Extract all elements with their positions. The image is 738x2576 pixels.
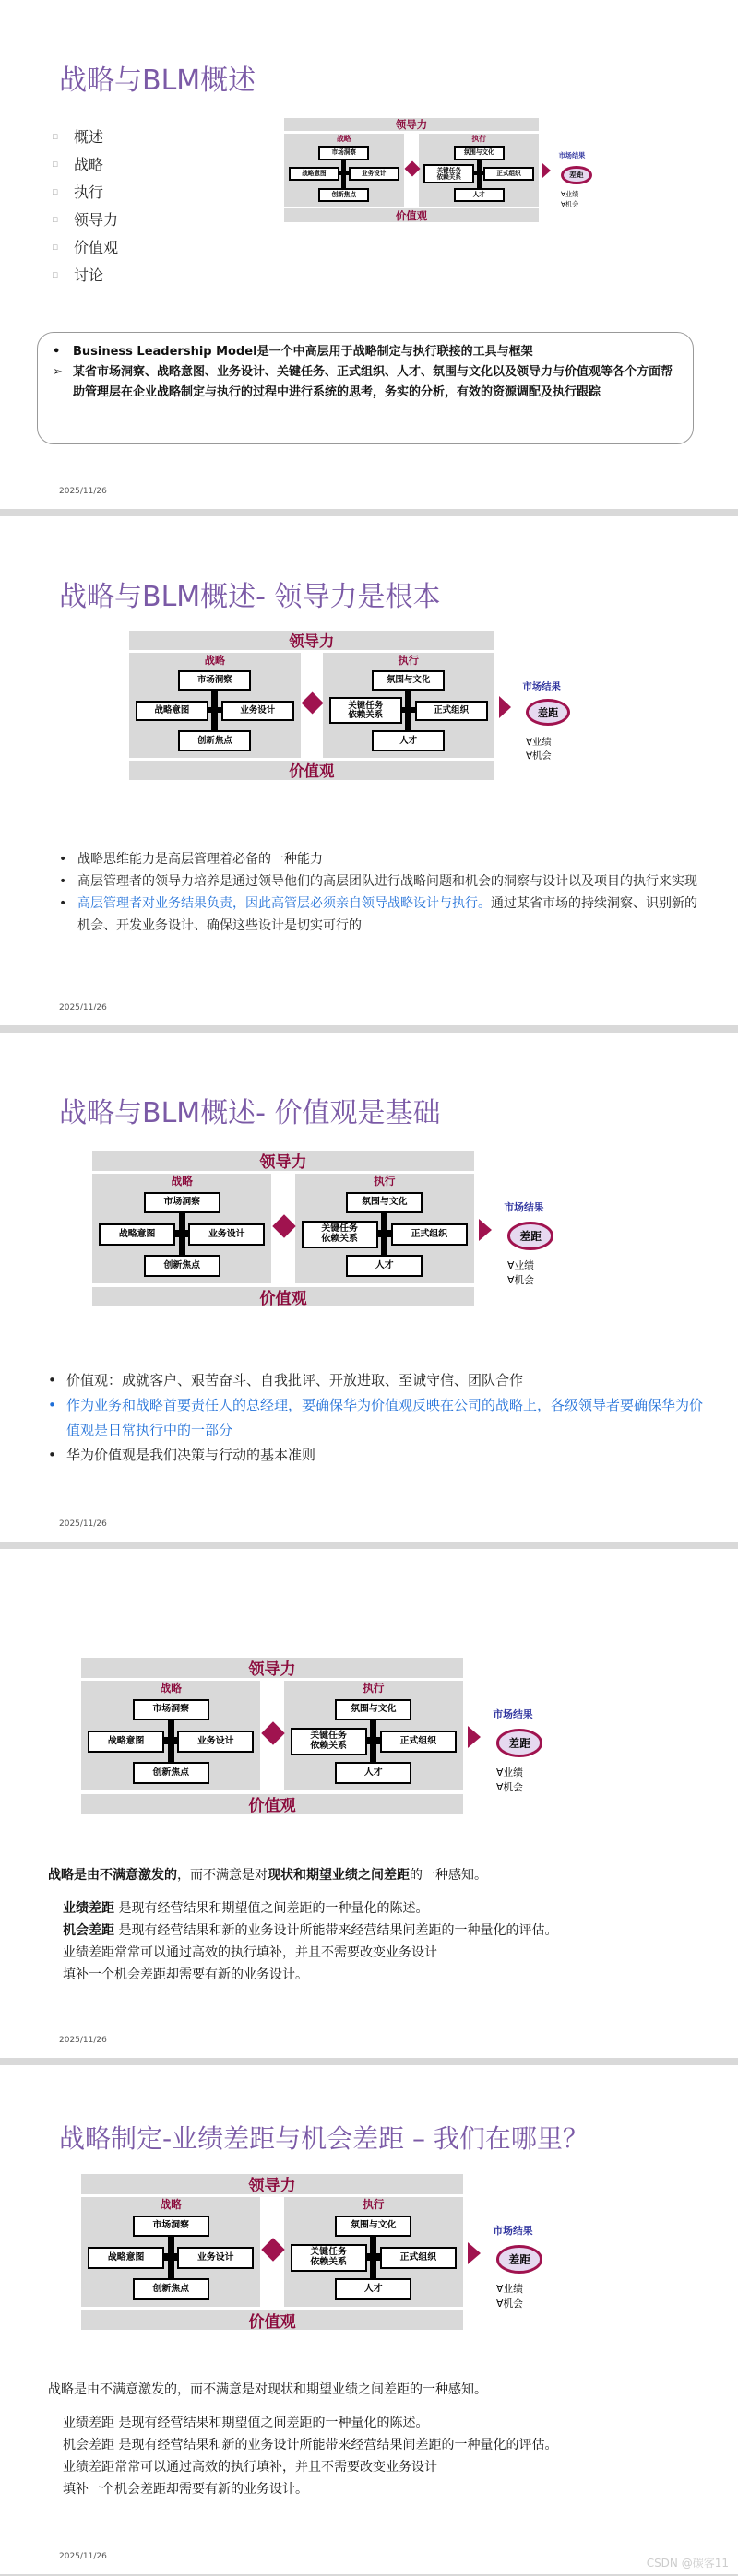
strategy-panel bbox=[129, 653, 301, 758]
gap-note: 业绩差距常常可以通过高效的执行填补，并且不需要改变业务设计 bbox=[63, 2460, 437, 2475]
agenda-menu bbox=[52, 122, 118, 288]
gap-note: 填补一个机会差距却需要有新的业务设计。 bbox=[63, 1967, 308, 1982]
footer-date: 2025/11/26 bbox=[59, 2552, 107, 2561]
leadership-band: 领导力 bbox=[81, 2174, 463, 2194]
strategy-label: 战略 bbox=[160, 1682, 182, 1696]
slide-1 bbox=[0, 0, 738, 509]
culture-box: 氛围与文化 bbox=[372, 670, 445, 691]
execution-panel bbox=[284, 2197, 463, 2307]
execution-label: 执行 bbox=[374, 1175, 396, 1188]
link-diamond bbox=[261, 2238, 284, 2261]
gap-ellipse: 差距 bbox=[507, 1222, 554, 1250]
footer-date: 2025/11/26 bbox=[59, 1519, 107, 1529]
menu-item[interactable]: ▫ 讨论 bbox=[52, 266, 104, 284]
opportunity-gap-text: 机会差距 是现有经营结果和新的业务设计所能带来经营结果间差距的一种量化的评估。 bbox=[63, 1923, 558, 1938]
arrow-icon bbox=[468, 2242, 481, 2264]
key-tasks-box: 关键任务 依赖关系 bbox=[329, 697, 402, 724]
blm-diagram bbox=[129, 631, 653, 789]
talent-box: 人才 bbox=[346, 1255, 423, 1276]
summary-box: • Business Leadership Model是一个中高层用于战略制定与执行联接的工具与框架 ➢ 某省市场洞察、战略意图、业务设计、关键任务、正式组织、人才、氛围与文化以及领导力与价值观等各个方面帮助管理层在企业战略制定与执行的过程中进行系统的思考，务实的分析，有效的资源调配及执行跟踪 bbox=[37, 332, 694, 444]
talent-box: 人才 bbox=[372, 730, 445, 750]
key-tasks-box: 关键任务 依赖关系 bbox=[291, 2244, 367, 2273]
blm-diagram bbox=[284, 118, 649, 229]
execution-panel bbox=[284, 1681, 463, 1790]
strategic-intent-box: 战略意图 bbox=[289, 167, 339, 182]
values-band: 价值观 bbox=[129, 761, 494, 780]
opportunity-label: ∀机会 bbox=[526, 750, 552, 762]
gap-ellipse: 差距 bbox=[496, 2245, 542, 2274]
footer-date: 2025/11/26 bbox=[59, 487, 107, 496]
gap-definition: 战略是由不满意激发的，而不满意是对现状和期望业绩之间差距的一种感知。 bbox=[48, 2382, 487, 2397]
performance-gap-text: 业绩差距 是现有经营结果和期望值之间差距的一种量化的陈述。 bbox=[63, 1901, 429, 1916]
link-diamond bbox=[404, 160, 420, 176]
link-diamond bbox=[272, 1214, 295, 1237]
innovation-focus-box: 创新焦点 bbox=[133, 1762, 209, 1783]
strategy-label: 战略 bbox=[204, 655, 226, 668]
opportunity-label: ∀机会 bbox=[496, 2298, 523, 2310]
opportunity-gap-text: 机会差距 是现有经营结果和新的业务设计所能带来经营结果间差距的一种量化的评估。 bbox=[63, 2438, 558, 2452]
performance-gap-text: 业绩差距 是现有经营结果和期望值之间差距的一种量化的陈述。 bbox=[63, 2416, 429, 2430]
gap-ellipse: 差距 bbox=[526, 699, 570, 726]
strategy-panel bbox=[81, 1681, 260, 1790]
culture-box: 氛围与文化 bbox=[346, 1192, 423, 1213]
link-diamond bbox=[261, 1721, 284, 1744]
formal-org-box: 正式组织 bbox=[380, 1731, 457, 1752]
link-diamond bbox=[301, 691, 323, 714]
bullet-list: • 战略思维能力是高层管理着必备的一种能力 • 高层管理者的领导力培养是通过领导他们的高层团队进行战略问题和机会的洞察与设计以及项目的执行来实现 • 高层管理者对业务结果负责，因此高管层必须亲自领导战略设计与执行。通过某省市场的持续洞察、识别新的机会、开发业务设计、确保这些设计是切实可行的 bbox=[59, 852, 697, 933]
business-design-box: 业务设计 bbox=[177, 2247, 254, 2268]
innovation-focus-box: 创新焦点 bbox=[178, 730, 251, 750]
leadership-band: 领导力 bbox=[284, 118, 539, 131]
opportunity-label: ∀机会 bbox=[496, 1781, 523, 1794]
strategy-panel bbox=[92, 1174, 271, 1283]
formal-org-box: 正式组织 bbox=[483, 167, 534, 182]
strategic-intent-box: 战略意图 bbox=[136, 701, 208, 721]
market-insight-box: 市场洞察 bbox=[178, 670, 251, 691]
menu-item[interactable]: ▫ 领导力 bbox=[52, 210, 119, 229]
business-design-box: 业务设计 bbox=[349, 167, 399, 182]
strategic-intent-box: 战略意图 bbox=[99, 1223, 175, 1245]
gap-ellipse: 差距 bbox=[561, 166, 592, 184]
market-result-label: 市场结果 bbox=[522, 680, 561, 692]
strategy-panel bbox=[81, 2197, 260, 2307]
footer-date: 2025/11/26 bbox=[59, 2036, 107, 2045]
execution-panel bbox=[295, 1174, 474, 1283]
page-title: 战略与BLM概述 bbox=[59, 65, 256, 97]
key-tasks-box: 关键任务 依赖关系 bbox=[423, 164, 474, 183]
strategy-label: 战略 bbox=[160, 2198, 182, 2212]
strategic-intent-box: 战略意图 bbox=[88, 2247, 164, 2268]
market-result-label: 市场结果 bbox=[558, 151, 586, 160]
execution-label: 执行 bbox=[471, 134, 486, 143]
market-insight-box: 市场洞察 bbox=[318, 146, 369, 160]
arrow-icon bbox=[499, 696, 511, 718]
menu-item[interactable]: ▫ 执行 bbox=[52, 183, 104, 201]
market-insight-box: 市场洞察 bbox=[133, 2216, 209, 2237]
culture-box: 氛围与文化 bbox=[335, 1699, 411, 1720]
key-tasks-box: 关键任务 依赖关系 bbox=[291, 1728, 367, 1756]
slide-5 bbox=[0, 2065, 738, 2574]
page-title: 战略制定-业绩差距与机会差距 – 我们在哪里？ bbox=[59, 2123, 589, 2154]
key-tasks-box: 关键任务 依赖关系 bbox=[302, 1221, 378, 1249]
gap-note: 填补一个机会差距却需要有新的业务设计。 bbox=[63, 2482, 308, 2497]
market-insight-box: 市场洞察 bbox=[133, 1699, 209, 1720]
page-title: 战略与BLM概述- 领导力是根本 bbox=[59, 581, 441, 613]
business-design-box: 业务设计 bbox=[188, 1223, 265, 1245]
arrow-icon bbox=[542, 163, 551, 178]
culture-box: 氛围与文化 bbox=[454, 146, 505, 160]
execution-panel bbox=[419, 134, 539, 207]
gap-ellipse: 差距 bbox=[496, 1729, 542, 1757]
strategy-panel bbox=[284, 134, 404, 207]
business-design-box: 业务设计 bbox=[221, 701, 294, 721]
slide-2 bbox=[0, 516, 738, 1025]
watermark: CSDN @碳客11 bbox=[646, 2557, 729, 2570]
formal-org-box: 正式组织 bbox=[380, 2247, 457, 2268]
slide-3 bbox=[0, 1033, 738, 1542]
opportunity-label: ∀机会 bbox=[561, 199, 579, 208]
blm-diagram bbox=[81, 2174, 629, 2340]
arrow-icon bbox=[468, 1726, 481, 1748]
formal-org-box: 正式组织 bbox=[415, 701, 488, 721]
strategy-label: 战略 bbox=[171, 1175, 193, 1188]
strategic-intent-box: 战略意图 bbox=[88, 1731, 164, 1752]
market-result-label: 市场结果 bbox=[493, 1708, 533, 1720]
innovation-focus-box: 创新焦点 bbox=[144, 1255, 220, 1276]
leadership-band: 领导力 bbox=[129, 631, 494, 650]
talent-box: 人才 bbox=[335, 2278, 411, 2299]
performance-label: ∀业绩 bbox=[496, 1767, 523, 1778]
talent-box: 人才 bbox=[335, 1762, 411, 1783]
execution-label: 执行 bbox=[363, 1682, 385, 1696]
leadership-band: 领导力 bbox=[81, 1658, 463, 1678]
market-insight-box: 市场洞察 bbox=[144, 1192, 220, 1213]
menu-item[interactable]: ▫ 概述 bbox=[52, 127, 104, 146]
formal-org-box: 正式组织 bbox=[391, 1223, 468, 1245]
talent-box: 人才 bbox=[454, 188, 505, 203]
opportunity-label: ∀机会 bbox=[507, 1274, 534, 1287]
execution-panel bbox=[323, 653, 494, 758]
execution-label: 执行 bbox=[398, 655, 419, 668]
innovation-focus-box: 创新焦点 bbox=[133, 2278, 209, 2299]
bullet-list: • 价值观：成就客户、艰苦奋斗、自我批评、开放进取、至诚守信、团队合作 • 作为业务和战略首要责任人的总经理，要确保华为价值观反映在公司的战略上，各级领导者要确保华为价值观是日常执行中的一部分 • 华为价值观是我们决策与行动的基本准则 bbox=[48, 1372, 704, 1463]
strategy-label: 战略 bbox=[337, 134, 351, 143]
performance-label: ∀业绩 bbox=[496, 2283, 523, 2295]
values-band: 价值观 bbox=[92, 1287, 474, 1307]
market-result-label: 市场结果 bbox=[493, 2225, 533, 2237]
gap-definition: 战略是由不满意激发的，而不满意是对现状和期望业绩之间差距的一种感知。 bbox=[48, 1868, 487, 1883]
arrow-icon bbox=[479, 1219, 492, 1241]
market-result-label: 市场结果 bbox=[504, 1201, 544, 1213]
gap-note: 业绩差距常常可以通过高效的执行填补，并且不需要改变业务设计 bbox=[63, 1945, 437, 1960]
values-band: 价值观 bbox=[284, 208, 539, 221]
business-design-box: 业务设计 bbox=[177, 1731, 254, 1752]
slide-4 bbox=[0, 1549, 738, 2058]
performance-label: ∀业绩 bbox=[561, 190, 579, 198]
menu-item[interactable]: ▫ 价值观 bbox=[52, 238, 119, 256]
performance-label: ∀业绩 bbox=[526, 736, 552, 748]
blm-diagram bbox=[92, 1151, 640, 1317]
footer-date: 2025/11/26 bbox=[59, 1003, 107, 1012]
values-band: 价值观 bbox=[81, 2310, 463, 2331]
page-title: 战略与BLM概述- 价值观是基础 bbox=[59, 1097, 441, 1129]
innovation-focus-box: 创新焦点 bbox=[318, 188, 369, 203]
menu-item[interactable]: ▫ 战略 bbox=[52, 155, 104, 173]
values-band: 价值观 bbox=[81, 1794, 463, 1814]
execution-label: 执行 bbox=[363, 2198, 385, 2212]
performance-label: ∀业绩 bbox=[507, 1259, 534, 1271]
culture-box: 氛围与文化 bbox=[335, 2216, 411, 2237]
leadership-band: 领导力 bbox=[92, 1151, 474, 1171]
blm-diagram bbox=[81, 1658, 629, 1824]
